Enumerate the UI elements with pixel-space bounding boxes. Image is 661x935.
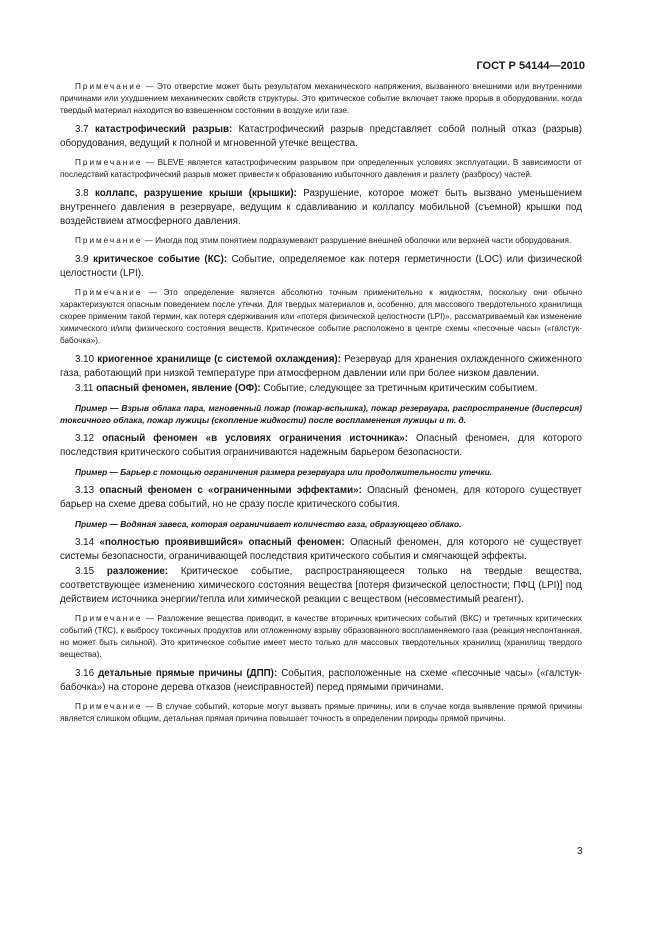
standard-header: ГОСТ Р 54144—2010 — [476, 60, 585, 72]
note-paragraph — [60, 81, 582, 117]
term-number: 3.13 — [75, 485, 95, 496]
note-label: Примечание — [75, 702, 143, 711]
term-number: 3.7 — [75, 124, 89, 135]
term-number: 3.12 — [75, 433, 95, 444]
term-text: События, расположенные на схеме «песочные часы» («галстук-бабочка») на стороне дерева отказов (неисправностей) перед прямыми причинами. — [60, 668, 582, 693]
term-definition — [60, 536, 582, 564]
term-definition — [60, 253, 582, 281]
term-text: Резервуар для хранения охлажденного сжиженного газа, работающий при низкой температуре при атмосферном давлении или при более низком давлении. — [60, 354, 583, 379]
note-paragraph — [60, 157, 582, 181]
term-title: критическое событие (КС): — [93, 254, 228, 265]
term-number: 3.9 — [75, 254, 89, 265]
note-text: — Иногда под этим понятием подразумевают разрушение внешней оболочки или верхней части оборудования. — [142, 236, 572, 245]
term-text: Событие, определяемое как потеря герметичности (LOC) или физической целостности (LPI). — [60, 254, 582, 279]
page-number: 3 — [577, 846, 583, 857]
note-text: — Разложение вещества приводит, в качестве вторичных критических событий (ВКС) и третичных критических событий (ТКС), к выбросу токсичных продуктов или отложенному взрыву образованного воспламеняемого газа (реакция неспонтанная, но может быть сильной). Это критическое событие имеет место только для массовых твердотельных хранилищ (хранилищ твердого вещества). — [60, 614, 582, 659]
term-definition — [60, 432, 582, 460]
note-paragraph — [60, 613, 582, 661]
term-title: криогенное хранилище (с системой охлаждения): — [97, 354, 341, 365]
term-number: 3.8 — [75, 188, 89, 199]
term-number: 3.15 — [75, 566, 95, 577]
note-paragraph — [60, 235, 582, 247]
term-text: Событие, следующее за третичным критическим событием. — [260, 383, 538, 394]
term-number: 3.14 — [75, 537, 95, 548]
term-definition — [60, 353, 582, 381]
term-definition — [60, 123, 582, 151]
term-text: Опасный феномен, для которого существует барьер на схеме древа событий, но не сразу после критического события. — [60, 485, 583, 510]
term-number: 3.11 — [75, 383, 94, 394]
term-definition — [60, 484, 582, 512]
note-label: Примечание — [75, 82, 143, 91]
term-title: опасный феномен с «ограниченными эффектами»: — [99, 485, 362, 496]
example-paragraph: Пример — Взрыв облака пара, мгновенный пожар (пожар-вспышка), пожар резервуара, распространение (дисперсия) токсичного облака, пожар лужицы (скопление жидкости) после воспламенения лужицы и т. д. — [60, 403, 582, 425]
term-number: 3.10 — [75, 354, 95, 365]
example-paragraph: Пример — Водяная завеса, которая ограничивает количество газа, образующего облако. — [75, 519, 462, 529]
term-text: Катастрофический разрыв представляет собой полный отказ (разрыв) оборудования, ведущий к полной и мгновенной утечке вещества. — [60, 124, 582, 149]
term-title: опасный феномен, явление (ОФ): — [96, 383, 261, 394]
term-definition — [60, 565, 582, 607]
note-text: — BLEVE является катастрофическим разрывом при определенных условиях эксплуатации. В зависимости от последствий катастрофический разрыв может привести к образованию избыточного давления и разлету (разбросу) частей. — [60, 158, 582, 179]
note-label: Примечание — [75, 236, 143, 245]
term-definition — [60, 382, 582, 396]
term-title: разложение: — [106, 566, 169, 577]
note-text: — Это отверстие может быть результатом механического напряжения, вызванного внешними или внутренними причинами или ухудшением механических свойств структуры. Это критическое событие включает также прорыв в оборудовании, когда твердый материал находится во взвешенном состоянии в воздухе или газе. — [60, 82, 582, 115]
term-definition — [60, 187, 582, 229]
term-title: опасный феномен «в условиях ограничения источника»: — [102, 433, 408, 444]
term-text: Опасный феномен, для которого не существует системы безопасности, ограничивающей последствия критического события и смягчающей эффекты. — [60, 537, 583, 562]
note-label: Примечание — [75, 158, 143, 167]
term-text: Критическое событие, распространяющееся только на твердые вещества, соответствующее изменению химического состояния вещества [потеря физической целостности; ПФЦ (LPI)] под действием источника энергии/тепла или химической реакции с веществом (несовместимый реагент). — [60, 566, 582, 605]
term-title: детальные прямые причины (ДПП): — [98, 668, 278, 679]
term-number: 3.16 — [75, 668, 95, 679]
term-text: Опасный феномен, для которого последствия критического события ограничиваются надежным барьером безопасности. — [60, 433, 582, 458]
term-title: «полностью проявившийся» опасный феномен: — [99, 537, 345, 548]
document-body — [60, 81, 582, 731]
term-title: катастрофический разрыв: — [95, 124, 233, 135]
example-paragraph: Пример — Барьер с помощью ограничения размера резервуара или продолжительности утечки. — [75, 467, 493, 477]
term-definition — [60, 667, 582, 695]
term-text: Разрушение, которое может быть вызвано уменьшением внутреннего давления в резервуаре, ведущим к сдавливанию и коллапсу мобильной (съемной) крышки под воздействием атмосферного давления. — [60, 188, 582, 227]
note-label: Примечание — [75, 288, 143, 297]
note-label: Примечание — [75, 614, 143, 623]
note-paragraph — [60, 287, 582, 347]
note-text: — В случае событий, которые могут вызвать прямые причины, или в случае когда выявление прямой причины является слишком общим, детальная прямая причина повышает точность в определении природы прямой причины. — [60, 702, 582, 723]
note-paragraph — [60, 701, 582, 725]
term-title: коллапс, разрушение крыши (крышки): — [95, 188, 297, 199]
note-text: — Это определение является абсолютно точным применительно к жидкостям, поскольку они обычно характеризуются опасным поведением после утечки. Для твердых материалов и, особенно, для массового твердотельного хранилища скорее применим такой термин, как потеря сдерживания или «потеря физической целостности (LPI)», рассматриваемый как изменение химического и/или физического состояния веществ. Критическое событие расположено в центре схемы «песочные часы» («галстук-бабочка»). — [60, 288, 582, 345]
